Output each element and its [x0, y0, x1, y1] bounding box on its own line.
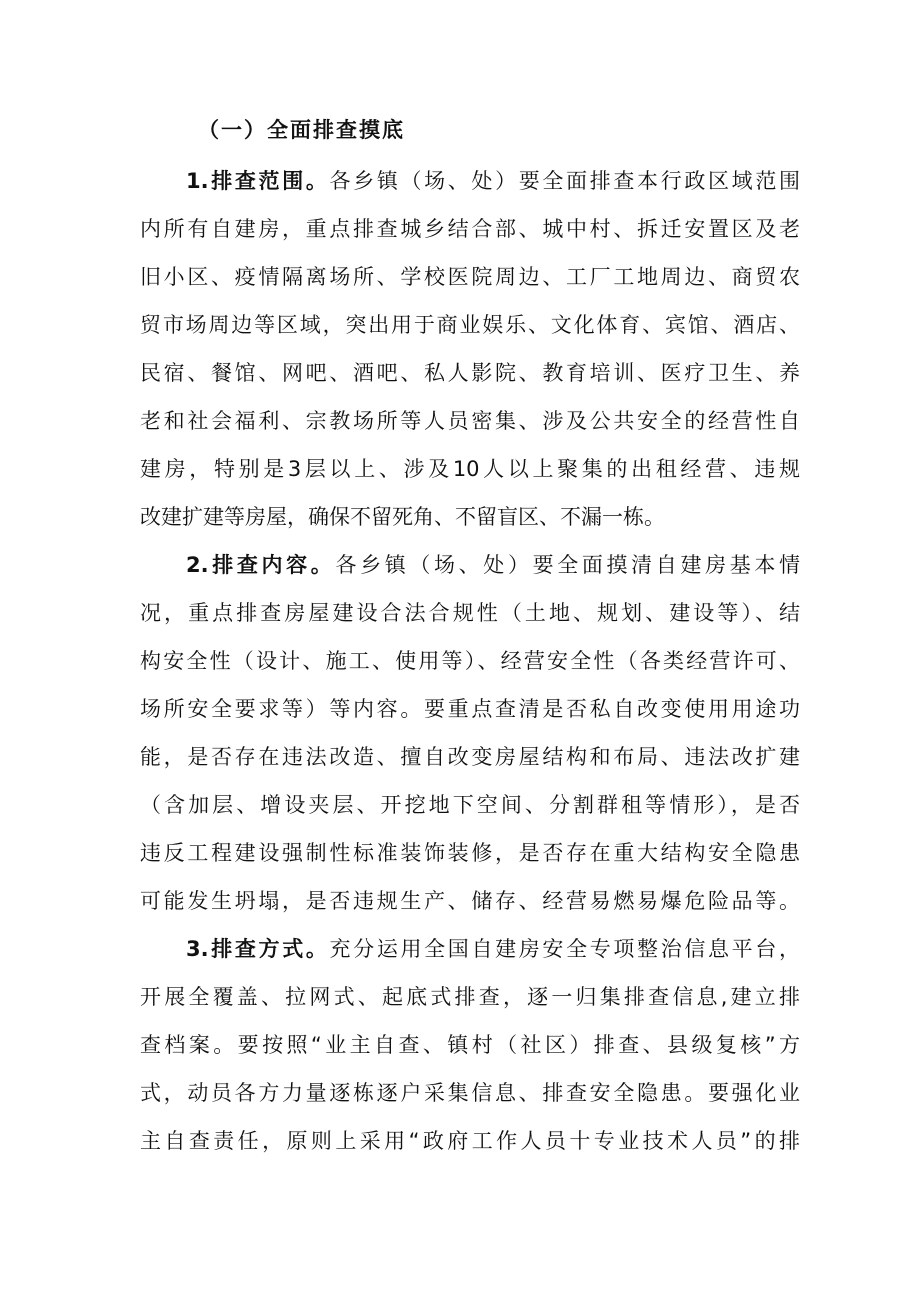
paragraph-line: 查档案。要按照“业主自查、镇村（社区）排查、县级复核”方: [140, 1033, 800, 1057]
paragraph-line: 民宿、餐馆、网吧、酒吧、私人影院、教育培训、医疗卫生、养: [140, 361, 800, 385]
paragraph-line: 违反工程建设强制性标准装饰装修，是否存在重大结构安全隐患: [140, 841, 800, 865]
paragraph-line: （含加层、增设夹层、开挖地下空间、分割群租等情形），是否: [140, 793, 800, 817]
paragraph-line: 况，重点排查房屋建设合法合规性（土地、规划、建设等）、结: [140, 601, 800, 625]
paragraph-line: [186, 934, 800, 964]
paragraph-line: 能，是否存在违法改造、擅自改变房屋结构和布局、违法改扩建: [140, 745, 800, 769]
paragraph-line: 老和社会福利、宗教场所等人员密集、涉及公共安全的经营性自: [140, 409, 800, 433]
line-text: 各乡镇（场、处）要全面排查本行政区域范围: [329, 169, 800, 193]
paragraph-line: 可能发生坍塌，是否违规生产、储存、经营易燃易爆危险品等。: [140, 889, 800, 913]
paragraph-line: 改建扩建等房屋，确保不留死角、不留盲区、不漏一栋。: [140, 505, 665, 529]
item-lead: 1.排查范围。: [186, 169, 330, 193]
paragraph-line: 内所有自建房，重点排查城乡结合部、城中村、拆迁安置区及老: [140, 217, 800, 241]
item-lead: 3.排查方式。: [186, 937, 330, 961]
paragraph-line: 建房，特别是3层以上、涉及10人以上聚集的出租经营、违规: [140, 457, 800, 481]
line-text: 各乡镇（场、处）要全面摸清自建房基本情: [335, 553, 800, 577]
paragraph-line: 式，动员各方力量逐栋逐户采集信息、排查安全隐患。要强化业: [140, 1081, 800, 1105]
paragraph-line: 主自查责任，原则上采用“政府工作人员十专业技术人员”的排: [140, 1129, 800, 1153]
item-lead: 2.排查内容。: [186, 553, 336, 577]
paragraph-line: 贸市场周边等区域，突出用于商业娱乐、文化体育、宾馆、酒店、: [140, 313, 800, 337]
paragraph-line: 开展全覆盖、拉网式、起底式排查，逐一归集排查信息,建立排: [140, 985, 800, 1009]
paragraph-line: 旧小区、疫情隔离场所、学校医院周边、工厂工地周边、商贸农: [140, 265, 800, 289]
paragraph-line: [186, 550, 800, 580]
line-text: 充分运用全国自建房安全专项整治信息平台，: [329, 937, 800, 961]
paragraph-line: [186, 166, 800, 196]
section-heading: （一）全面排查摸底: [198, 118, 405, 142]
paragraph-line: 构安全性（设计、施工、使用等）、经营安全性（各类经营许可、: [140, 649, 800, 673]
paragraph-line: 场所安全要求等）等内容。要重点查清是否私自改变使用用途功: [140, 697, 800, 721]
